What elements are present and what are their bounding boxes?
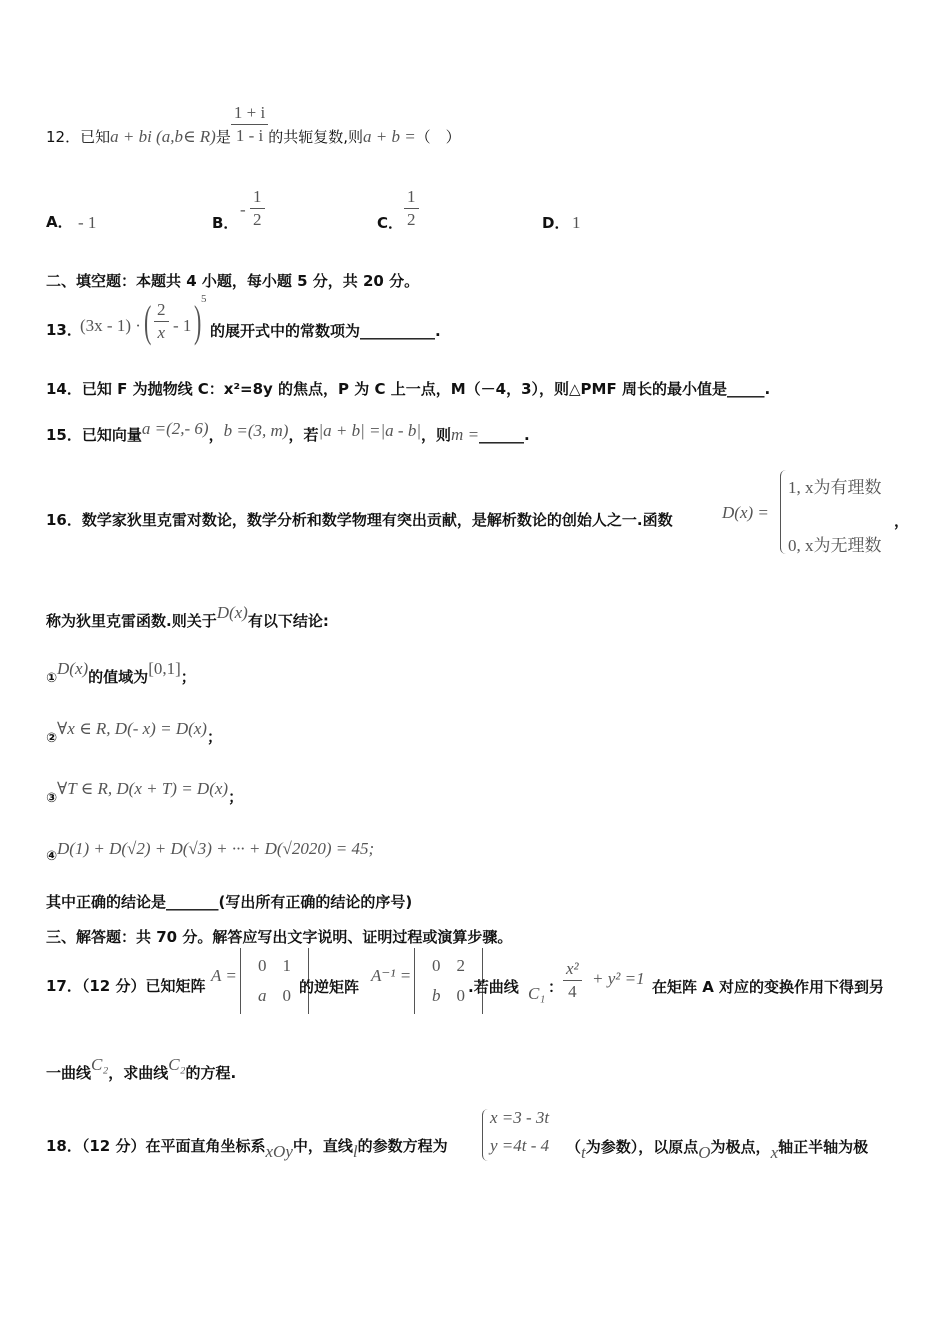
q17-a-name: A = xyxy=(211,966,237,985)
q17-c2-first: C₂ xyxy=(91,1055,109,1074)
q13-paren-right: ) xyxy=(194,297,202,346)
q15-prefix: 已知向量 xyxy=(81,426,142,444)
q17-curve-prefix: .若曲线 xyxy=(468,978,519,996)
q17-prefix: 已知矩阵 xyxy=(145,977,206,995)
q17-ainv-name: A⁻¹ = xyxy=(371,966,412,985)
q15-vector-b: b =(3, m) xyxy=(223,421,289,440)
q16-item4-mark: ④ xyxy=(46,849,58,864)
q17-colon: ： xyxy=(548,978,564,996)
q18-text-c: 的参数方程为 xyxy=(357,1137,448,1155)
q16-item3-mark: ③ xyxy=(46,791,58,806)
q12-frac-num: 1 + i xyxy=(231,102,268,125)
q16-item1-text: 的值域为 xyxy=(88,668,149,686)
q12-option-b-label: B． xyxy=(212,214,239,232)
q17-c2-second: C₂ xyxy=(168,1055,186,1074)
q18-axis: x xyxy=(770,1143,779,1162)
q16-item3-expr: ∀T ∈ R, D(x + T) = D(x) xyxy=(57,779,229,798)
q13-frac-den: x xyxy=(157,323,166,342)
q12-option-b-num: 1 xyxy=(250,186,265,209)
q18-lead xyxy=(46,1136,448,1161)
q17-eq-rest: + y² =1 xyxy=(592,969,645,988)
q17-line2-a: 一曲线 xyxy=(46,1064,92,1082)
q13-power: 5 xyxy=(201,293,207,305)
q12-option-a-value: - 1 xyxy=(78,213,97,232)
q18-brace xyxy=(482,1109,489,1161)
q18-score: （12 分） xyxy=(81,1137,146,1155)
q17-a-22: 0 xyxy=(282,986,291,1005)
q12-prefix: 已知 xyxy=(80,128,111,146)
q12-option-c-den: 2 xyxy=(407,210,416,229)
q17-number: 17． xyxy=(46,977,82,995)
q18-line-name: l xyxy=(352,1142,358,1161)
q17-line2-b: ，求曲线 xyxy=(108,1064,169,1082)
q12-target: a + b = xyxy=(362,127,416,146)
q16-item1-end: ； xyxy=(180,668,196,686)
q18-eq1: x =3 - 3t xyxy=(490,1108,550,1127)
q18-text-g: 轴正半轴为极 xyxy=(778,1138,869,1156)
q17-score: （12 分） xyxy=(81,977,146,995)
q16-item1 xyxy=(46,659,196,689)
q15-target: m = xyxy=(451,425,480,444)
q14-text: 14．已知 F 为抛物线 C：x²=8y 的焦点，P 为 C 上一点，M（－4，3），则△PMF 周长的最小值是_____. xyxy=(46,380,771,398)
q15-blank: ______. xyxy=(479,426,530,444)
q18-text-d: （ xyxy=(566,1138,582,1156)
q17-eq-fraction xyxy=(563,958,582,1003)
q15-condition: |a + b| =|a - b| xyxy=(318,421,422,440)
q18-text-e: 为参数），以原点 xyxy=(585,1138,699,1156)
q17-eq-num: x² xyxy=(563,958,582,981)
q18-tail xyxy=(566,1136,869,1162)
q12-option-d-label: D． xyxy=(542,214,570,232)
q18-eq2: y =4t - 4 xyxy=(490,1136,550,1155)
q17-line2 xyxy=(46,1055,237,1083)
q16-comma: ， xyxy=(894,512,910,530)
q16-item1-set: [0,1] xyxy=(148,659,181,678)
q16-text: 数学家狄里克雷对数论，数学分析和数学物理有突出贡献，是解析数论的创始人之一.函数 xyxy=(81,511,673,529)
section3-title: 三、解答题：共 70 分。解答应写出文字说明、证明过程或演算步骤。 xyxy=(46,928,513,946)
q18-param: t xyxy=(581,1143,586,1162)
q16-item3 xyxy=(46,779,244,809)
q13-text: 的展开式中的常数项为__________. xyxy=(210,322,441,340)
q12-fraction xyxy=(231,102,268,147)
q12-option-b-sign: - xyxy=(240,200,246,219)
q13-expr-left: (3x - 1) · xyxy=(80,316,141,335)
q16-line2 xyxy=(46,603,329,631)
q15-result-prefix: ，则 xyxy=(421,426,452,444)
q15-vector-a: a =(2,- 6) xyxy=(141,419,209,438)
q18-text-b: 中，直线 xyxy=(292,1137,353,1155)
q17-a-12: 1 xyxy=(282,956,291,975)
q17-ainv-12: 2 xyxy=(456,956,465,975)
q17-curve-name: C₁ xyxy=(528,984,546,1003)
q16-case2: 0, x为无理数 xyxy=(788,536,882,555)
q16-item4-expr: D(1) + D(√2) + D(√3) + ··· + D(√2020) = 45; xyxy=(57,839,375,858)
q17-ainv-22: 0 xyxy=(456,986,465,1005)
q16-item2-end: ； xyxy=(206,728,222,746)
q13-paren-left: ( xyxy=(144,297,152,346)
q12-option-c-fraction xyxy=(404,186,419,231)
q16-case1: 1, x为有理数 xyxy=(788,478,882,497)
q16-line1 xyxy=(46,510,673,530)
q17-ainv-11: 0 xyxy=(432,956,441,975)
q16-line2-func: D(x) xyxy=(216,603,248,622)
q16-number: 16． xyxy=(46,511,82,529)
q12-expr: a + bi (a,b∈ R) xyxy=(110,127,216,146)
q18-coord: xOy xyxy=(265,1142,293,1161)
q13-minus-one: - 1 xyxy=(173,316,192,335)
q16-item1-mark: ① xyxy=(46,671,58,686)
q12-number: 12． xyxy=(46,128,81,146)
q16-item1-func: D(x) xyxy=(57,659,89,678)
q16-conclusion: 其中正确的结论是_______(写出所有正确的结论的序号) xyxy=(46,893,413,911)
q18-origin: O xyxy=(698,1143,711,1162)
section2-title: 二、填空题：本题共 4 小题，每小题 5 分，共 20 分。 xyxy=(46,272,420,290)
q17-line2-c: 的方程. xyxy=(185,1064,237,1082)
q12-option-d-value: 1 xyxy=(572,213,581,232)
q13-frac-num: 2 xyxy=(154,299,169,322)
q17-eq-den: 4 xyxy=(568,982,577,1001)
q12-is: 是 xyxy=(215,128,231,146)
q12-mid: 的共轭复数,则 xyxy=(268,128,363,146)
q12-frac-den: 1 - i xyxy=(235,126,264,145)
q13-number: 13． xyxy=(46,321,82,339)
q16-line2-prefix: 称为狄里克雷函数.则关于 xyxy=(46,612,217,630)
q12-option-c-num: 1 xyxy=(404,186,419,209)
q16-item2 xyxy=(46,719,222,749)
q13-fraction xyxy=(154,299,169,344)
q15-number: 15． xyxy=(46,426,82,444)
q18-number: 18． xyxy=(46,1137,82,1155)
q12-option-b-den: 2 xyxy=(253,210,262,229)
q16-item3-end: ； xyxy=(228,788,244,806)
q17-a-11: 0 xyxy=(258,956,267,975)
q18-text-a: 在平面直角坐标系 xyxy=(145,1137,266,1155)
q15-cond-prefix: ，若 xyxy=(288,426,319,444)
q17-mid: 的逆矩阵 xyxy=(299,978,360,996)
q18-text-f: 为极点， xyxy=(710,1138,771,1156)
q15-sep: ， xyxy=(208,426,224,444)
q17-line1-lead xyxy=(46,976,206,996)
q12-option-a-label: A． xyxy=(46,213,73,231)
q15-line xyxy=(46,419,530,445)
q17-ainv-21: b xyxy=(432,986,441,1005)
q12-line xyxy=(46,103,461,147)
q12-option-c-label: C． xyxy=(377,214,404,232)
q16-item2-mark: ② xyxy=(46,731,58,746)
q16-brace xyxy=(780,470,788,554)
q16-item2-expr: ∀x ∈ R, D(- x) = D(x) xyxy=(57,719,207,738)
q17-tail: 在矩阵 A 对应的变换作用下得到另 xyxy=(652,978,885,996)
q12-paren: （ ） xyxy=(415,128,461,146)
q16-func: D(x) = xyxy=(722,503,769,522)
q17-a-21: a xyxy=(258,986,267,1005)
q16-line2-suffix: 有以下结论: xyxy=(247,612,329,630)
q12-option-b-fraction xyxy=(250,186,265,231)
q16-item4 xyxy=(46,839,375,867)
